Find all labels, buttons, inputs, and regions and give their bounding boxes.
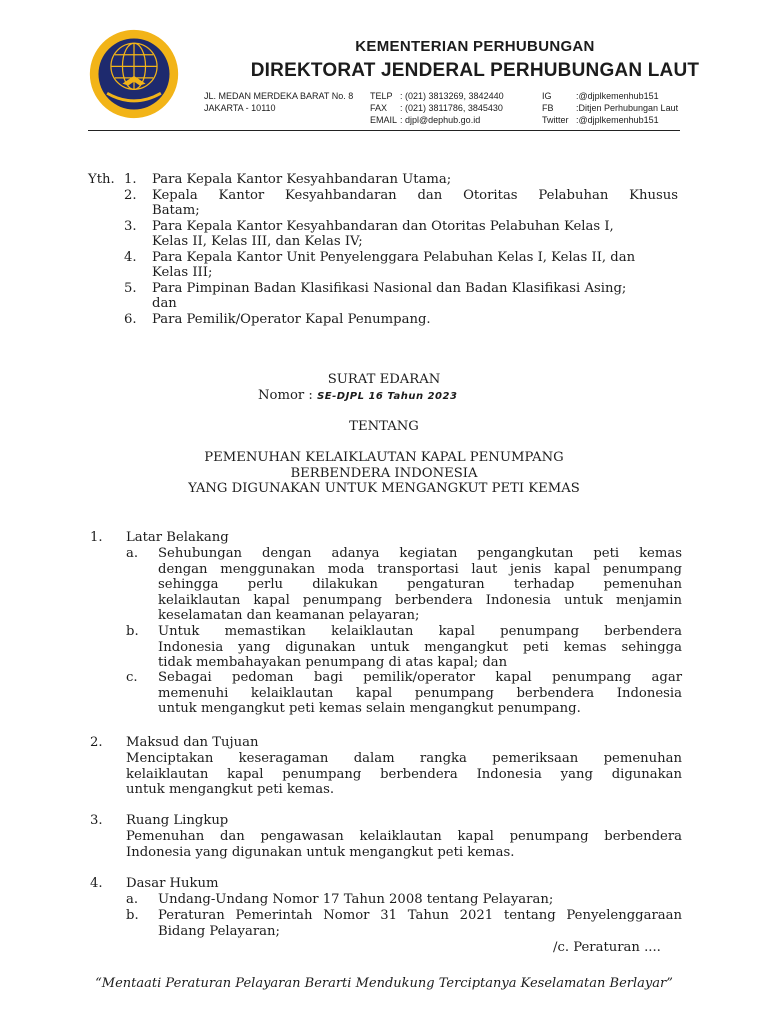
subitem-line: Sehubungan dengan adanya kegiatan pengangkutan peti kemas bbox=[158, 546, 682, 561]
subitem-line: tidak membahayakan penumpang di atas kapal; dan bbox=[158, 655, 508, 670]
item-line: Para Kepala Kantor Kesyahbandaran dan Otoritas Pelabuhan Kelas I, bbox=[152, 218, 614, 234]
social-label: IG bbox=[542, 91, 552, 101]
item-number: 2. bbox=[124, 187, 137, 203]
contact-value: : djpl@dephub.go.id bbox=[400, 115, 481, 125]
subitem-line: Sebagai pedoman bagi pemilik/operator kapal penumpang agar bbox=[158, 670, 682, 685]
social-value: :@djplkemenhub151 bbox=[576, 115, 659, 125]
contact-label: TELP bbox=[370, 91, 393, 101]
directorate-name: DIREKTORAT JENDERAL PERHUBUNGAN LAUT bbox=[250, 60, 700, 81]
phone-fax-email bbox=[370, 90, 504, 126]
item-line: dan bbox=[152, 296, 177, 311]
contact-label: FAX bbox=[370, 103, 388, 113]
subject-line: PEMENUHAN KELAIKLAUTAN KAPAL PENUMPANG bbox=[204, 450, 564, 465]
subitem-line: Untuk memastikan kelaiklautan kapal penumpang berbendera bbox=[158, 624, 682, 639]
circular-number bbox=[258, 388, 457, 405]
subitem-line: untuk mengangkut peti kemas selain mengangkut penumpang. bbox=[158, 701, 581, 716]
section-number: 4. bbox=[90, 876, 103, 891]
social-media bbox=[542, 90, 678, 126]
subitem-line: kelaiklautan kapal penumpang berbendera Indonesia untuk menjamin bbox=[158, 592, 682, 608]
continuation-note: /c. Peraturan .... bbox=[553, 940, 661, 955]
letterhead-divider bbox=[88, 130, 680, 131]
section-number: 1. bbox=[90, 530, 103, 545]
address-line: JAKARTA - 10110 bbox=[204, 103, 276, 113]
body-line: Indonesia yang digunakan untuk mengangkut peti kemas. bbox=[126, 844, 515, 860]
section-body bbox=[126, 829, 682, 860]
body-line: Menciptakan keseragaman dalam rangka pemeriksaan pemenuhan bbox=[126, 751, 682, 766]
body-line: kelaiklautan kapal penumpang berbendera Indonesia yang digunakan bbox=[126, 766, 682, 782]
subitem-line: keselamatan dan keamanan pelayaran; bbox=[158, 608, 420, 623]
body-line: untuk mengangkut peti kemas. bbox=[126, 782, 335, 797]
contact-label: EMAIL bbox=[370, 115, 398, 125]
nomor-label: Nomor : bbox=[258, 388, 313, 403]
item-line: Para Pemilik/Operator Kapal Penumpang. bbox=[152, 312, 431, 327]
subitem-line: Indonesia yang digunakan untuk mengangkut peti kemas sehingga bbox=[158, 639, 682, 655]
subitem-label: a. bbox=[126, 546, 139, 561]
social-value: :@djplkemenhub151 bbox=[576, 91, 659, 101]
item-line: Kepala Kantor Kesyahbandaran dan Otoritas Pelabuhan Khusus bbox=[152, 187, 678, 203]
subitem-label: b. bbox=[126, 624, 139, 639]
office-address bbox=[204, 90, 353, 114]
item-line: Para Pimpinan Badan Klasifikasi Nasional dan Badan Klasifikasi Asing; bbox=[152, 280, 627, 296]
item-line: Batam; bbox=[152, 203, 200, 218]
subject-line: YANG DIGUNAKAN UNTUK MENGANGKUT PETI KEMAS bbox=[188, 481, 580, 496]
social-label: Twitter bbox=[542, 115, 569, 125]
subitem-label: b. bbox=[126, 908, 139, 923]
ministry-name: KEMENTERIAN PERHUBUNGAN bbox=[355, 38, 595, 55]
social-value: :Ditjen Perhubungan Laut bbox=[576, 103, 679, 113]
ministry-logo bbox=[86, 26, 182, 122]
section-number: 2. bbox=[90, 735, 103, 750]
subject-line: BERBENDERA INDONESIA bbox=[290, 465, 478, 481]
contact-value: : (021) 3813269, 3842440 bbox=[400, 91, 504, 101]
address-line: JL. MEDAN MERDEKA BARAT No. 8 bbox=[204, 91, 354, 101]
subitem-label: a. bbox=[126, 892, 139, 907]
item-number: 4. bbox=[124, 249, 137, 265]
subitem-line: sehingga perlu dilakukan pengaturan terhadap pemenuhan bbox=[158, 577, 682, 592]
item-line: Para Kepala Kantor Unit Penyelenggara Pelabuhan Kelas I, Kelas II, dan bbox=[152, 249, 636, 265]
section-number: 3. bbox=[90, 813, 103, 828]
contact-value: : (021) 3811786, 3845430 bbox=[400, 103, 503, 113]
subitem-line: Undang-Undang Nomor 17 Tahun 2008 tentang Pelayaran; bbox=[158, 892, 554, 907]
item-number: 6. bbox=[124, 312, 137, 327]
section-title: Dasar Hukum bbox=[126, 876, 219, 891]
nomor-handwritten: SE-DJPL 16 Tahun 2023 bbox=[317, 391, 458, 402]
section-title: Maksud dan Tujuan bbox=[126, 735, 259, 750]
circular-title: SURAT EDARAN bbox=[327, 372, 441, 387]
item-number: 3. bbox=[124, 218, 137, 234]
circular-subject bbox=[0, 450, 768, 497]
social-label: FB bbox=[542, 103, 554, 113]
subitem-line: dengan menggunakan moda transportasi laut jenis kapal penumpang bbox=[158, 561, 682, 577]
addressee-prefix: Yth. bbox=[88, 172, 115, 187]
body-line: Pemenuhan dan pengawasan kelaiklautan kapal penumpang berbendera bbox=[126, 829, 682, 844]
subitem-line: memenuhi kelaiklautan kapal penumpang berbendera Indonesia bbox=[158, 685, 682, 701]
footer-motto: “Mentaati Peraturan Pelayaran Berarti Mendukung Terciptanya Keselamatan Berlayar” bbox=[95, 976, 673, 991]
item-line: Kelas II, Kelas III, dan Kelas IV; bbox=[152, 234, 363, 249]
subitem-line: Bidang Pelayaran; bbox=[158, 923, 280, 939]
subitem-line: Peraturan Pemerintah Nomor 31 Tahun 2021 tentang Penyelenggaraan bbox=[158, 908, 682, 923]
section-body bbox=[126, 751, 682, 798]
subitem-label: c. bbox=[126, 670, 138, 685]
section-title: Ruang Lingkup bbox=[126, 813, 229, 828]
item-number: 5. bbox=[124, 280, 137, 296]
item-number: 1. bbox=[124, 172, 137, 187]
section-title: Latar Belakang bbox=[126, 530, 229, 545]
item-line: Kelas III; bbox=[152, 265, 213, 280]
item-line: Para Kepala Kantor Kesyahbandaran Utama; bbox=[152, 172, 452, 187]
tentang-heading: TENTANG bbox=[349, 419, 419, 434]
